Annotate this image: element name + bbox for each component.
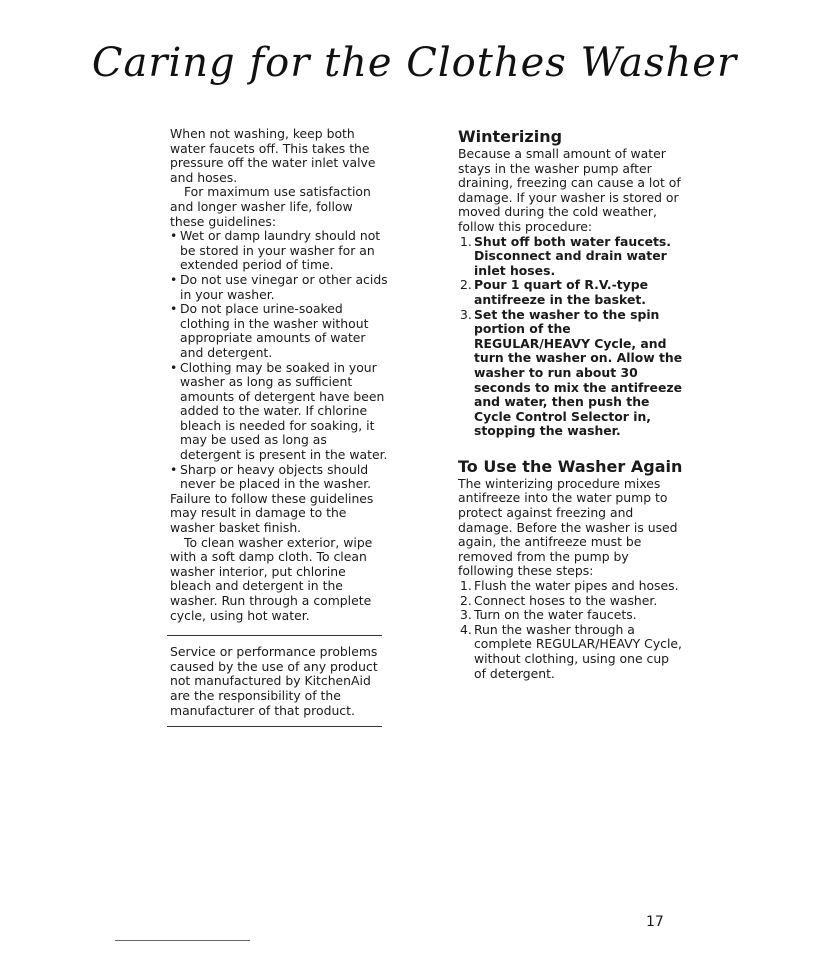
right-column [458,127,683,681]
responsibility-notice: Service or performance problems caused by the use of any product not manufactured by KitchenAid are the responsibility of the manufacturer of that product. [170,644,378,718]
winterizing-heading: Winterizing [458,127,563,146]
list-item: • Wet or damp laundry should not be stored in your washer for an extended period of time. [170,229,390,273]
list-item: • Do not use vinegar or other acids in your washer. [170,273,390,302]
list-item: • Sharp or heavy objects should never be placed in the washer. [170,463,390,492]
list-item: • Clothing may be soaked in your washer as long as sufficient amounts of detergent have been added to the water. If chlorine bleach is needed for soaking, it may be used as long as detergent is present in the water. [170,361,390,463]
intro-paragraph: When not washing, keep both water faucets off. This takes the pressure off the water inlet valve and hoses. [170,126,376,185]
cleaning-paragraph: To clean washer exterior, wipe with a soft damp cloth. To clean washer interior, put chlorine bleach and detergent in the washer. Run through a complete cycle, using hot water. [170,534,373,623]
footer-rule [115,940,250,941]
failure-paragraph: Failure to follow these guidelines may result in damage to the washer basket finish. [170,490,374,536]
guidelines-list [170,229,390,492]
list-item: • Do not place urine-soaked clothing in the washer without appropriate amounts of water and detergent. [170,302,390,360]
list-item: 2. Pour 1 quart of R.V.-type antifreeze in the basket. [460,277,648,307]
list-item: 3. Set the washer to the spin portion of the REGULAR/HEAVY Cycle, and turn the washer on. Allow the washer to run about 30 seconds to mix the antifreeze and water, then push the Cycle Control Selector in, stopping the washer. [460,306,683,439]
guidelines-intro: For maximum use satisfaction and longer washer life, follow these guidelines: [170,184,371,229]
use-again-intro: The winterizing procedure mixes antifreeze into the water pump to protect against freezing and damage. Before the washer is used again, the antifreeze must be removed from the pump by following these steps: [458,475,678,579]
divider [167,726,382,727]
winterizing-steps [458,235,683,439]
use-again-steps [458,579,683,681]
page-title: Caring for the Clothes Washer [91,40,738,86]
list-item: 2. Connect hoses to the washer. [460,592,658,608]
winterizing-intro: Because a small amount of water stays in the washer pump after draining, freezing can cause a lot of damage. If your washer is stored or moved during the cold weather, follow this procedure: [458,146,681,234]
left-column [170,127,390,727]
list-item: 4. Run the washer through a complete REGULAR/HEAVY Cycle, without clothing, using one cup of detergent. [460,621,682,681]
list-item: 1. Shut off both water faucets. Disconnect and drain water inlet hoses. [460,233,671,278]
page-number: 17 [646,914,664,930]
list-item: 3. Turn on the water faucets. [460,607,637,623]
list-item: 1. Flush the water pipes and hoses. [460,578,679,594]
use-again-heading: To Use the Washer Again [458,456,683,476]
